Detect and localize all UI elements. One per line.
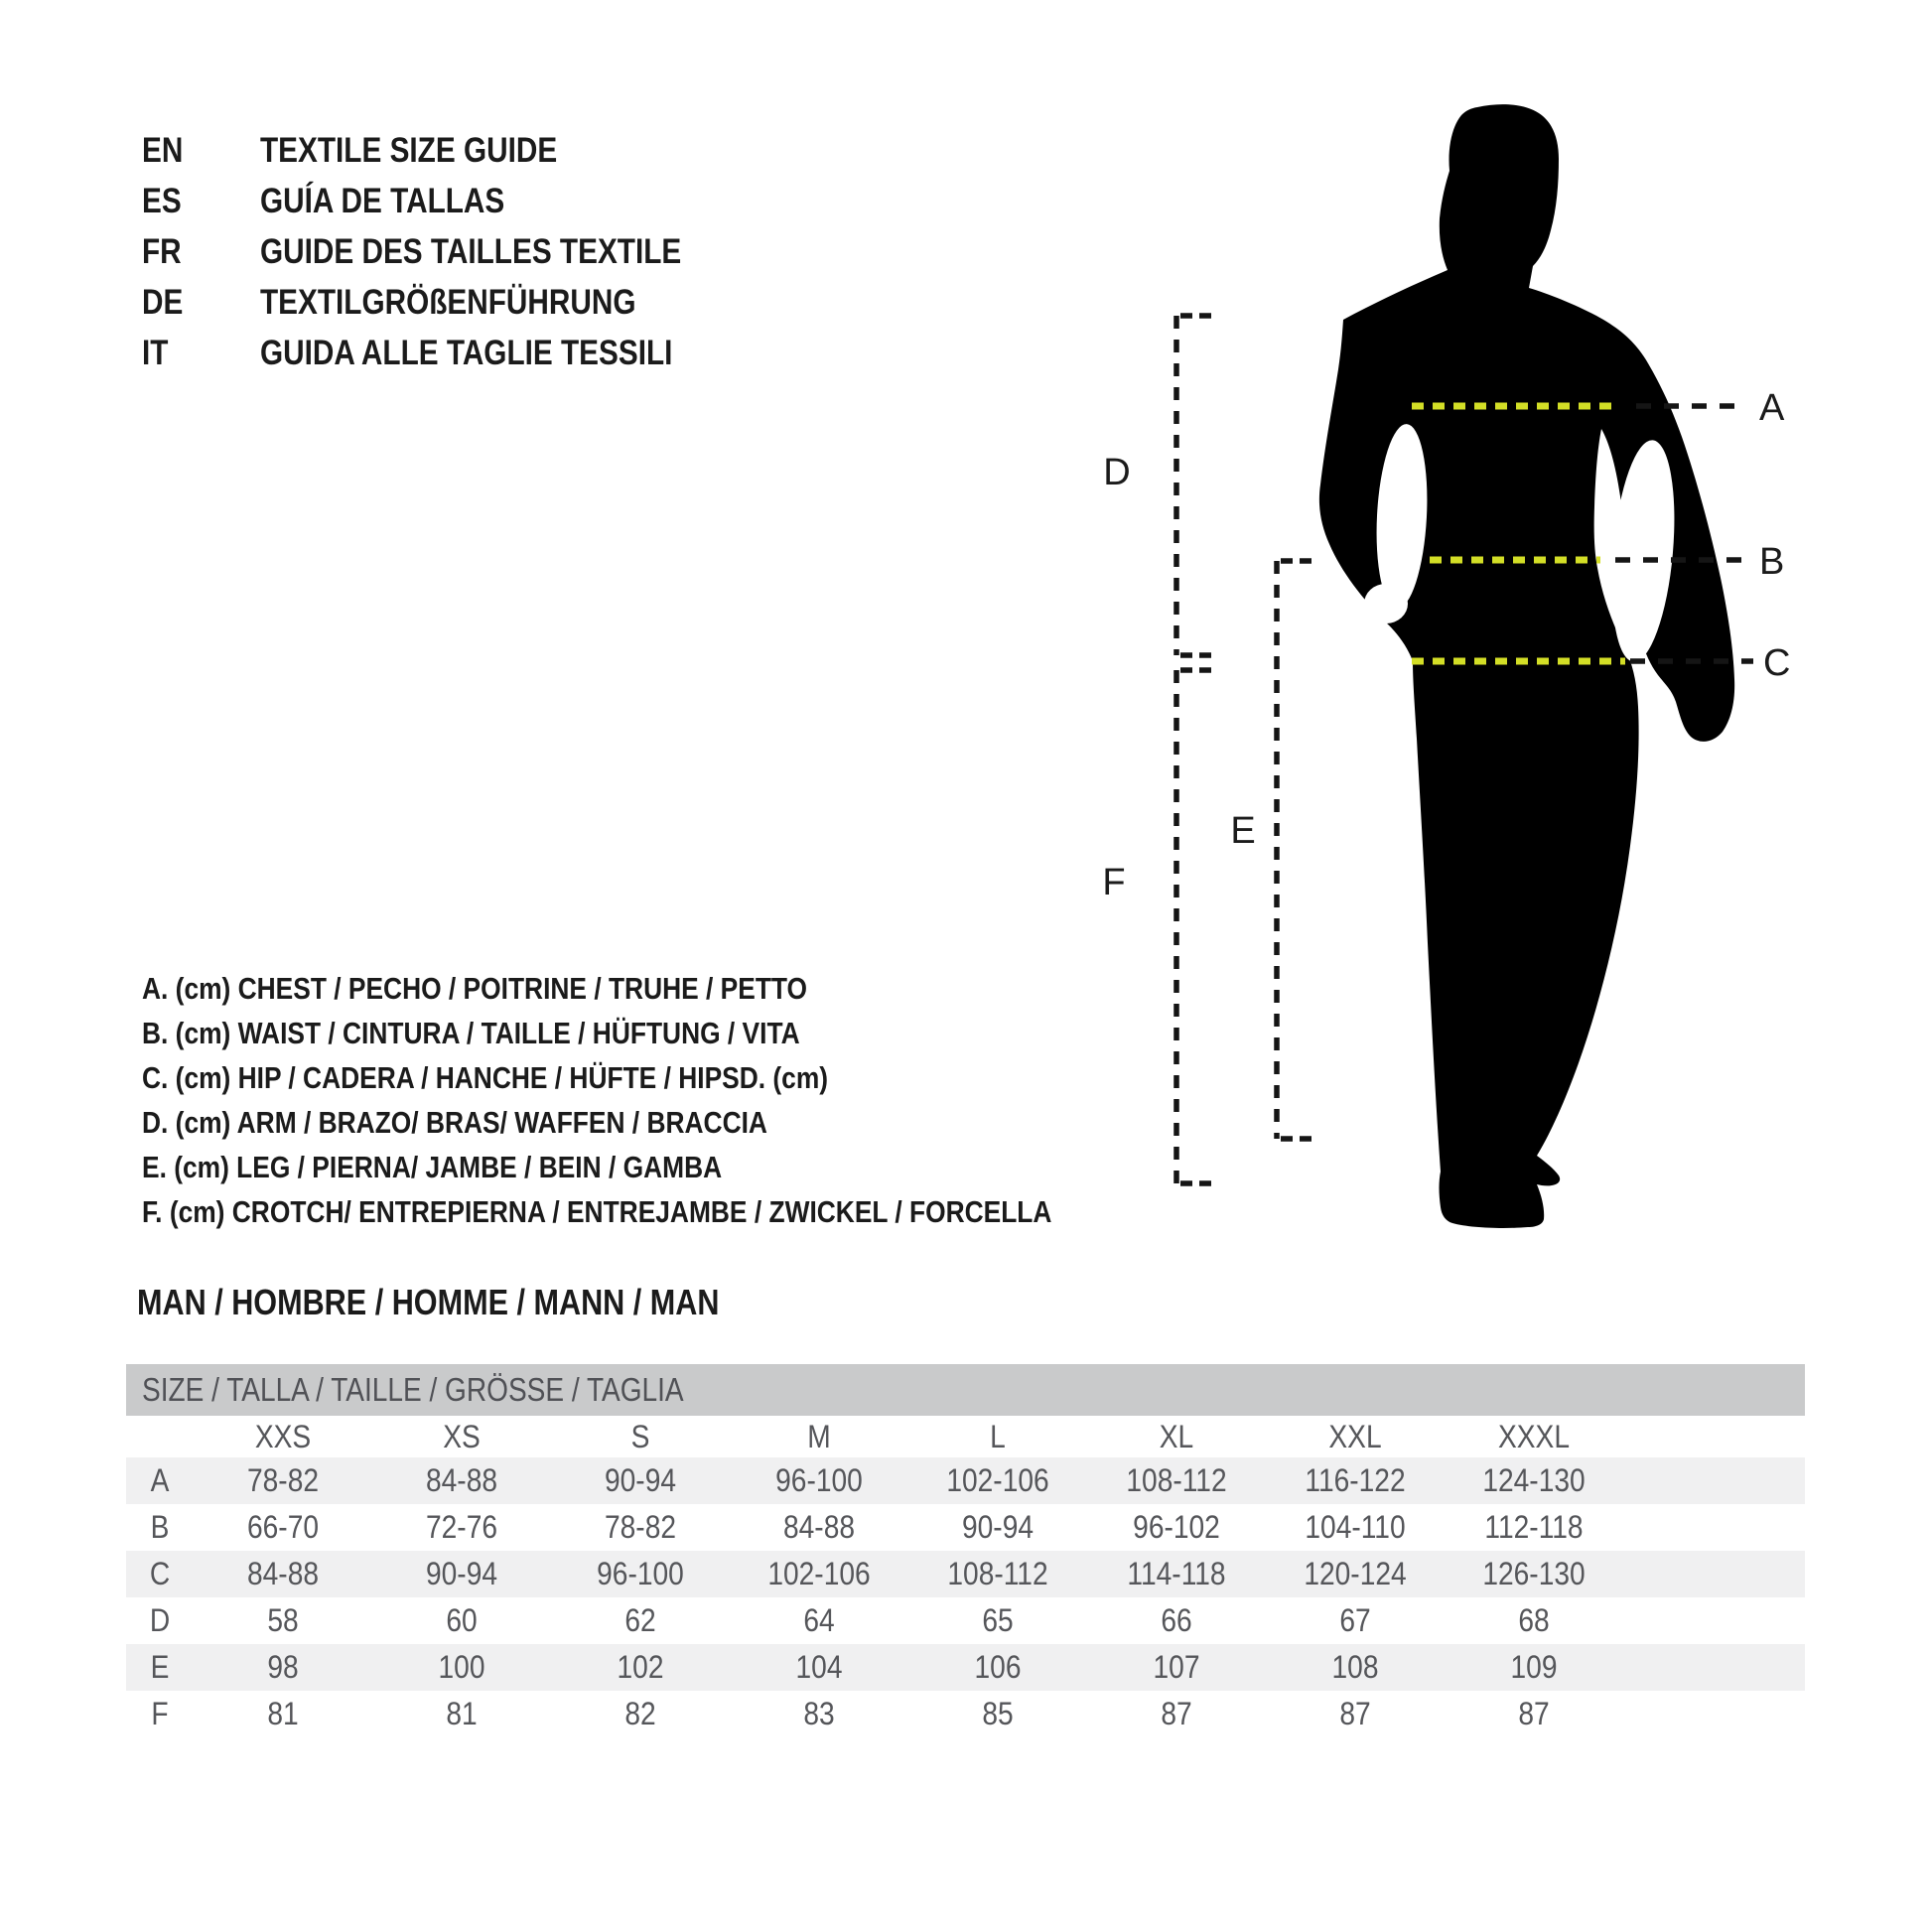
guide-title: GUIDA ALLE TAGLIE TESSILI: [260, 333, 673, 372]
size-column-header: XXXL: [1497, 1418, 1570, 1454]
size-cell: 90-94: [961, 1509, 1035, 1545]
size-column-header: XXS: [254, 1418, 312, 1454]
row-label: B: [150, 1509, 170, 1545]
gender-line: MAN / HOMBRE / HOMME / MANN / MAN: [137, 1282, 720, 1322]
size-cell: 78-82: [604, 1509, 677, 1545]
legend-line-arm: D. (cm) ARM / BRAZO/ BRAS/ WAFFEN / BRACCIA: [142, 1104, 767, 1140]
guide-title: TEXTILE SIZE GUIDE: [260, 130, 558, 170]
size-cell: 68: [1518, 1602, 1550, 1638]
row-label: C: [149, 1556, 171, 1591]
size-table: [126, 1364, 1805, 1737]
crotch-label: F: [1102, 862, 1126, 903]
size-column-header: XXL: [1328, 1418, 1382, 1454]
size-cell: 87: [1339, 1696, 1371, 1731]
size-cell: 112-118: [1484, 1509, 1584, 1545]
size-column-header: L: [990, 1418, 1006, 1454]
size-column-header: XS: [443, 1418, 481, 1454]
size-cell: 84-88: [782, 1509, 856, 1545]
size-cell: 66: [1161, 1602, 1192, 1638]
size-cell: 65: [982, 1602, 1014, 1638]
size-header-row: [126, 1416, 1805, 1457]
waist-label: B: [1759, 541, 1785, 583]
size-cell: 60: [446, 1602, 478, 1638]
language-code: FR: [142, 231, 182, 271]
row-label: F: [151, 1696, 169, 1731]
size-column-header: S: [630, 1418, 650, 1454]
chest-label: A: [1759, 387, 1785, 429]
leg-label: E: [1230, 810, 1256, 852]
language-code: DE: [142, 282, 184, 322]
size-cell: 84-88: [425, 1462, 498, 1498]
size-cell: 87: [1518, 1696, 1550, 1731]
table-row-chest: [126, 1457, 1805, 1504]
row-label: E: [150, 1649, 170, 1685]
size-cell: 120-124: [1304, 1556, 1407, 1591]
size-cell: 67: [1339, 1602, 1371, 1638]
language-code: ES: [142, 181, 182, 220]
size-cell: 81: [446, 1696, 478, 1731]
corner-cell: [130, 1416, 190, 1457]
size-cell: 106: [974, 1649, 1022, 1685]
language-row: [142, 277, 756, 328]
size-cell: 90-94: [425, 1556, 498, 1591]
size-cell: 96-100: [775, 1462, 863, 1498]
hip-label: C: [1763, 642, 1791, 684]
size-cell: 102-106: [767, 1556, 871, 1591]
size-cell: 96-102: [1133, 1509, 1220, 1545]
size-cell: 96-100: [597, 1556, 684, 1591]
size-column-header: XL: [1159, 1418, 1194, 1454]
size-cell: 116-122: [1305, 1462, 1406, 1498]
guide-title: GUÍA DE TALLAS: [260, 181, 505, 220]
size-cell: 124-130: [1482, 1462, 1586, 1498]
size-table-title: SIZE / TALLA / TAILLE / GRÖSSE / TAGLIA: [142, 1371, 684, 1408]
table-row-arm: [126, 1597, 1805, 1644]
size-cell: 109: [1510, 1649, 1558, 1685]
size-cell: 126-130: [1482, 1556, 1586, 1591]
size-cell: 102-106: [946, 1462, 1049, 1498]
size-cell: 64: [803, 1602, 835, 1638]
size-cell: 83: [803, 1696, 835, 1731]
row-label: D: [149, 1602, 171, 1638]
legend-line-crotch: F. (cm) CROTCH/ ENTREPIERNA / ENTREJAMBE / ZWICKEL / FORCELLA: [142, 1193, 1052, 1229]
size-cell: 84-88: [246, 1556, 320, 1591]
guide-title: TEXTILGRÖßENFÜHRUNG: [260, 282, 636, 322]
guide-title: GUIDE DES TAILLES TEXTILE: [260, 231, 682, 271]
size-cell: 108: [1331, 1649, 1379, 1685]
size-cell: 104: [795, 1649, 843, 1685]
legend-line-hip: C. (cm) HIP / CADERA / HANCHE / HÜFTE / HIPSD. (cm): [142, 1059, 829, 1095]
language-row: [142, 176, 756, 226]
legend-line-leg: E. (cm) LEG / PIERNA/ JAMBE / BEIN / GAMBA: [142, 1149, 723, 1184]
language-title-block: [142, 125, 756, 378]
size-cell: 90-94: [604, 1462, 677, 1498]
size-cell: 81: [267, 1696, 299, 1731]
table-row-waist: [126, 1504, 1805, 1551]
measurement-legend: [142, 966, 1212, 1234]
table-row-leg: [126, 1644, 1805, 1691]
size-cell: 107: [1153, 1649, 1200, 1685]
size-cell: 85: [982, 1696, 1014, 1731]
arm-label: D: [1103, 452, 1131, 493]
size-cell: 78-82: [246, 1462, 320, 1498]
size-cell: 108-112: [1126, 1462, 1227, 1498]
row-label: A: [150, 1462, 170, 1498]
size-cell: 98: [267, 1649, 299, 1685]
language-code: IT: [142, 333, 169, 372]
language-row: [142, 125, 756, 176]
size-cell: 104-110: [1305, 1509, 1406, 1545]
size-cell: 66-70: [246, 1509, 320, 1545]
size-cell: 108-112: [947, 1556, 1048, 1591]
language-row: [142, 328, 756, 378]
table-row-hip: [126, 1551, 1805, 1597]
man-silhouette: [1319, 104, 1734, 1228]
size-column-header: M: [807, 1418, 831, 1454]
language-row: [142, 226, 756, 277]
size-cell: 100: [438, 1649, 485, 1685]
pocket-gap: [1364, 584, 1408, 623]
table-row-crotch: [126, 1691, 1805, 1737]
size-cell: 102: [617, 1649, 664, 1685]
size-cell: 87: [1161, 1696, 1192, 1731]
language-code: EN: [142, 130, 184, 170]
size-cell: 58: [267, 1602, 299, 1638]
size-cell: 82: [624, 1696, 656, 1731]
size-cell: 72-76: [425, 1509, 498, 1545]
legend-line-chest: A. (cm) CHEST / PECHO / POITRINE / TRUHE / PETTO: [142, 970, 808, 1006]
size-cell: 114-118: [1127, 1556, 1226, 1591]
size-cell: 62: [624, 1602, 656, 1638]
legend-line-waist: B. (cm) WAIST / CINTURA / TAILLE / HÜFTUNG / VITA: [142, 1015, 800, 1050]
